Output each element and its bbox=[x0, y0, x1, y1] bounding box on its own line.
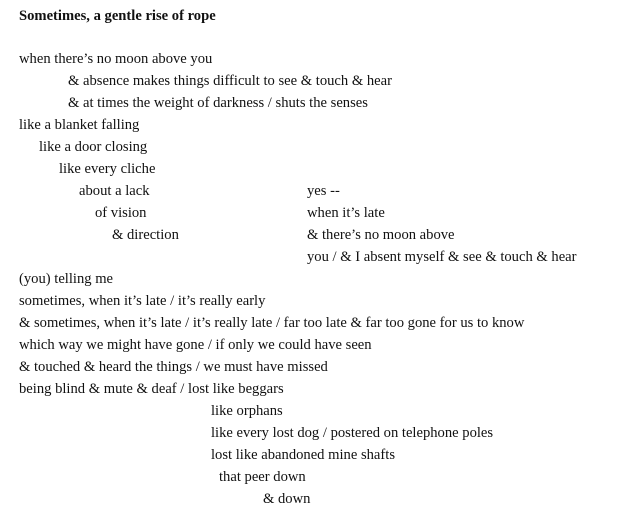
poem-line: you / & I absent myself & see & touch & hear bbox=[307, 249, 577, 265]
poem-line: when there’s no moon above you bbox=[19, 51, 213, 67]
poem-line: like every cliche bbox=[59, 161, 156, 177]
poem-line: sometimes, when it’s late / it’s really early bbox=[19, 293, 266, 309]
poem-title: Sometimes, a gentle rise of rope bbox=[19, 8, 216, 24]
poem-line: about a lack bbox=[79, 183, 150, 199]
poem-line: like orphans bbox=[211, 403, 283, 419]
poem-line: & at times the weight of darkness / shuts the senses bbox=[68, 95, 368, 111]
poem-line: & direction bbox=[112, 227, 179, 243]
poem-line: lost like abandoned mine shafts bbox=[211, 447, 396, 463]
poem-line: & touched & heard the things / we must have missed bbox=[19, 359, 328, 375]
poem-line: that peer down bbox=[219, 469, 306, 485]
poem-line: & there’s no moon above bbox=[307, 227, 455, 243]
poem-line: yes -- bbox=[307, 183, 340, 199]
poem-line: like a blanket falling bbox=[19, 117, 140, 133]
poem-line: like every lost dog / postered on telephone poles bbox=[211, 425, 494, 441]
poem-line: & sometimes, when it’s late / it’s really late / far too late & far too gone for us to know bbox=[19, 315, 525, 331]
poem-line: being blind & mute & deaf / lost like beggars bbox=[19, 381, 284, 397]
poem-line: (you) telling me bbox=[19, 271, 114, 287]
poem-line: like a door closing bbox=[39, 139, 148, 155]
poem-line: when it’s late bbox=[307, 205, 385, 221]
poem-line: which way we might have gone / if only we could have seen bbox=[19, 337, 372, 353]
poem-line: & down bbox=[263, 491, 311, 507]
poem-line: of vision bbox=[95, 205, 147, 221]
poem-line: & absence makes things difficult to see & touch & hear bbox=[68, 73, 392, 89]
